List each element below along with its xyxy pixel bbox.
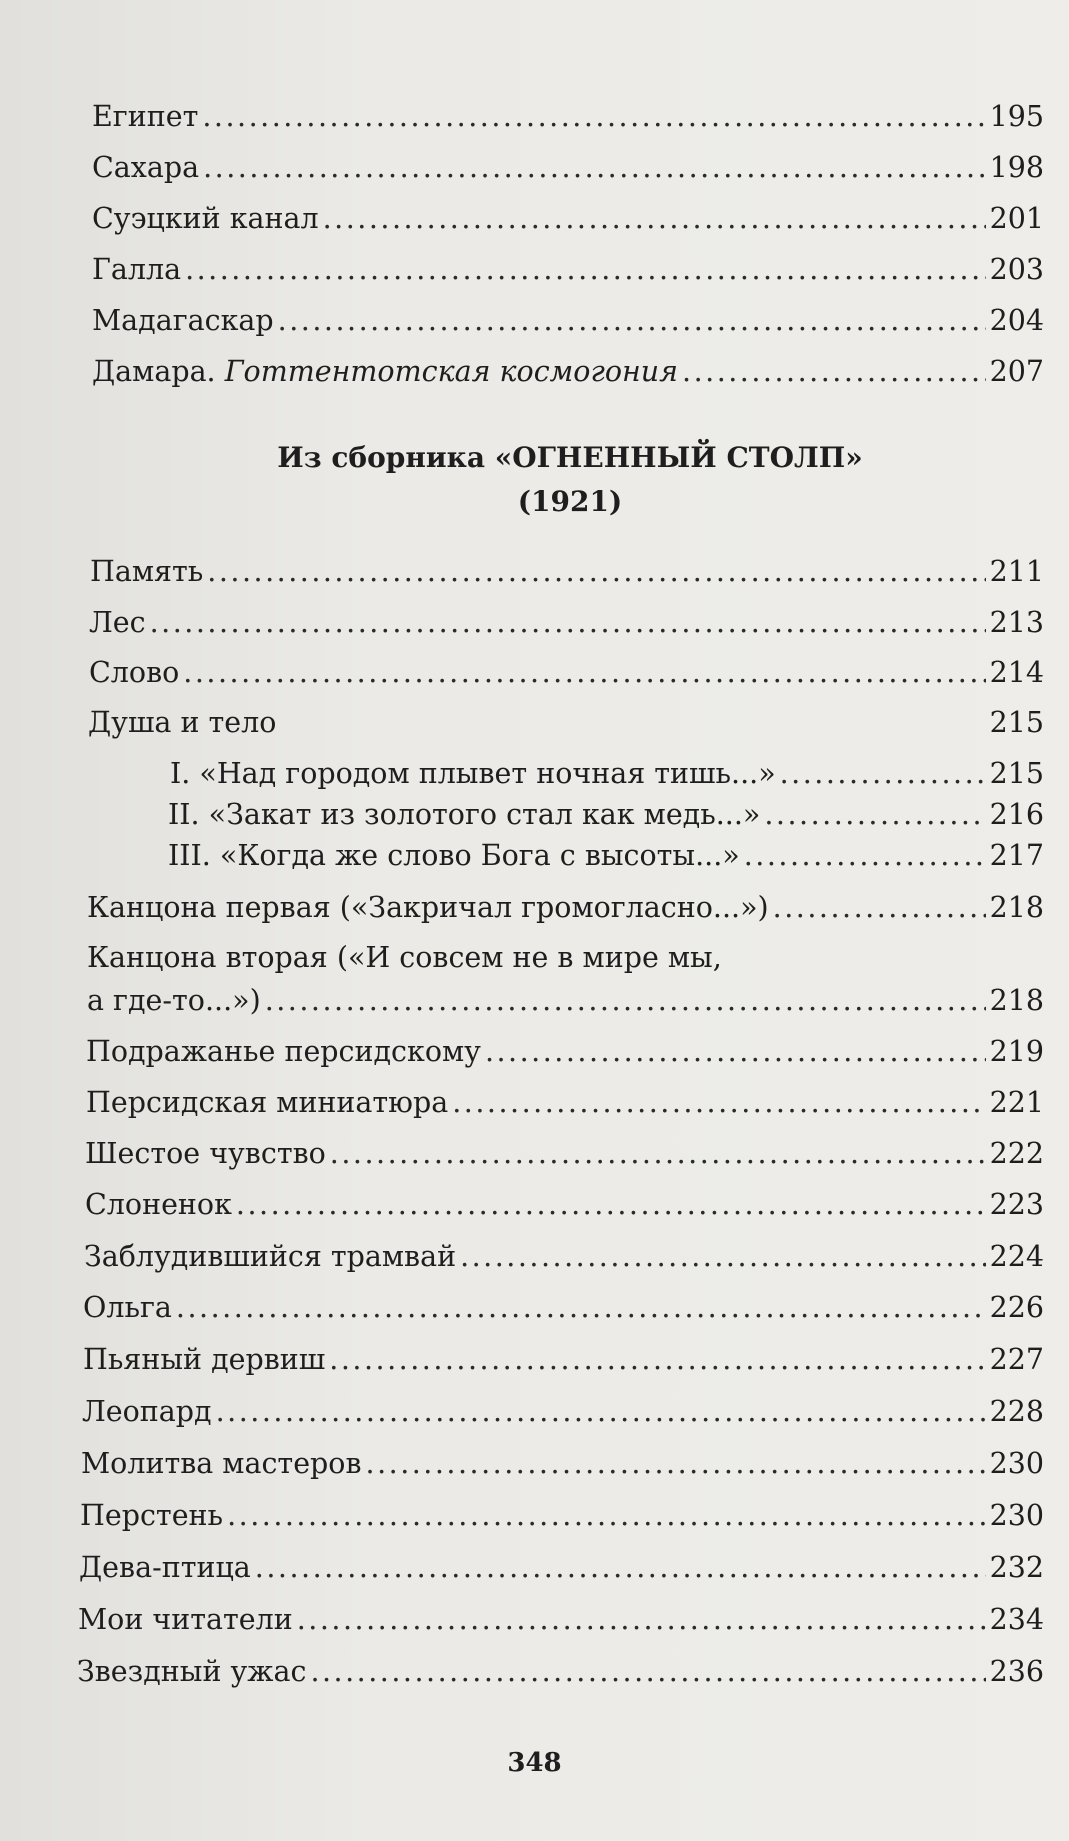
entry-page-number: 228 <box>989 1395 1044 1428</box>
toc-entry <box>92 203 1044 234</box>
leader-dots <box>329 1344 985 1375</box>
toc-entry <box>92 305 1044 336</box>
entry-title: Мои читатели <box>78 1603 293 1636</box>
entry-page-number: 230 <box>989 1447 1044 1480</box>
toc-entry <box>80 1500 1044 1531</box>
leader-dots <box>744 840 986 871</box>
section-year: (1921) <box>517 485 623 518</box>
entry-page-number: 222 <box>989 1137 1044 1170</box>
toc-entry <box>83 1292 1044 1323</box>
entry-title: Перстень <box>80 1499 224 1532</box>
leader-dots <box>773 892 986 923</box>
entry-page-number: 218 <box>989 891 1044 924</box>
entry-page-number: 217 <box>989 839 1044 872</box>
toc-entry <box>90 556 1044 587</box>
leader-dots <box>780 758 986 789</box>
entry-title: Суэцкий канал <box>92 202 319 235</box>
entry-title-continuation: а где-то...») <box>87 984 261 1017</box>
entry-page-number: 204 <box>989 304 1044 337</box>
entry-title: Сахара <box>92 151 200 184</box>
leader-dots <box>310 1656 985 1687</box>
toc-subentry <box>170 758 1044 789</box>
toc-entry <box>85 1138 1044 1169</box>
entry-title: Дева-птица <box>79 1551 251 1584</box>
entry-page-number: 226 <box>989 1291 1044 1324</box>
entry-title-main: Дамара. <box>92 355 216 388</box>
entry-title: Персидская миниатюра <box>86 1086 449 1119</box>
leader-dots <box>255 1552 986 1583</box>
entry-title: Шестое чувство <box>85 1137 326 1170</box>
leader-dots <box>764 799 985 830</box>
entry-page-number: 224 <box>989 1240 1044 1273</box>
entry-title: Канцона вторая («И совсем не в мире мы, <box>87 941 722 974</box>
toc-entry <box>85 1189 1044 1220</box>
entry-title: Память <box>90 555 204 588</box>
toc-entry <box>92 254 1044 285</box>
entry-page-number: 236 <box>989 1655 1044 1688</box>
leader-dots <box>207 556 985 587</box>
leader-dots <box>185 254 986 285</box>
leader-dots <box>366 1448 986 1479</box>
entry-title: Ольга <box>83 1291 172 1324</box>
entry-page-number: 221 <box>989 1086 1044 1119</box>
toc-entry <box>89 607 1044 638</box>
entry-title <box>92 356 678 387</box>
toc-entry <box>83 1344 1044 1375</box>
toc-entry <box>81 1448 1044 1479</box>
leader-dots <box>265 985 986 1016</box>
toc-entry <box>92 101 1044 132</box>
entry-subtitle: Готтентотская космогония <box>224 355 679 388</box>
section-title: Из сборника «ОГНЕННЫЙ СТОЛП» <box>277 441 863 474</box>
leader-dots <box>278 305 986 336</box>
toc-entry <box>78 1604 1044 1635</box>
entry-page-number: 232 <box>989 1551 1044 1584</box>
entry-title: Мадагаскар <box>92 304 274 337</box>
leader-dots <box>227 1500 986 1531</box>
toc-subentry <box>168 840 1044 871</box>
entry-page-number: 216 <box>989 798 1044 831</box>
entry-title: I. «Над городом плывет ночная тишь...» <box>170 757 776 790</box>
entry-page-number: 213 <box>989 606 1044 639</box>
entry-page-number: 198 <box>989 151 1044 184</box>
leader-dots <box>682 356 986 387</box>
toc-entry <box>87 892 1044 923</box>
entry-title: Леопард <box>82 1395 212 1428</box>
entry-page-number: 195 <box>989 100 1044 133</box>
leader-dots <box>183 657 985 688</box>
toc-entry <box>82 1396 1044 1427</box>
entry-title: Слово <box>89 656 180 689</box>
entry-title: Звездный ужас <box>77 1655 307 1688</box>
entry-page-number: 207 <box>989 355 1044 388</box>
toc-entry <box>86 1036 1044 1067</box>
leader-dots <box>330 1138 986 1169</box>
entry-title: Заблудившийся трамвай <box>84 1240 457 1273</box>
toc-entry <box>86 1087 1044 1118</box>
leader-dots <box>452 1087 985 1118</box>
entry-title: Душа и тело <box>88 706 277 739</box>
page-number: 348 <box>507 1748 562 1778</box>
entry-page-number: 223 <box>989 1188 1044 1221</box>
entry-title: Молитва мастеров <box>81 1447 362 1480</box>
entry-page-number: 230 <box>989 1499 1044 1532</box>
entry-page-number: 203 <box>989 253 1044 286</box>
entry-title: Галла <box>92 253 182 286</box>
entry-page-number: 215 <box>989 757 1044 790</box>
entry-title: Египет <box>92 100 199 133</box>
leader-dots <box>216 1396 986 1427</box>
toc-entry <box>87 985 1044 1016</box>
leader-dots <box>202 101 985 132</box>
entry-page-number: 215 <box>989 706 1044 739</box>
entry-page-number: 227 <box>989 1343 1044 1376</box>
leader-dots <box>203 152 985 183</box>
leader-dots <box>297 1604 986 1635</box>
toc-entry <box>92 152 1044 183</box>
toc-entry <box>92 356 1044 387</box>
toc-entry <box>89 657 1044 688</box>
entry-title: II. «Закат из золотого стал как медь...» <box>168 798 761 831</box>
entry-title: Подражанье персидскому <box>86 1035 481 1068</box>
entry-page-number: 201 <box>989 202 1044 235</box>
leader-dots <box>176 1292 986 1323</box>
entry-title: Пьяный дервиш <box>83 1343 326 1376</box>
entry-page-number: 234 <box>989 1603 1044 1636</box>
toc-entry <box>79 1552 1044 1583</box>
leader-dots <box>236 1189 986 1220</box>
toc-subentry <box>168 799 1044 830</box>
entry-page-number: 214 <box>989 656 1044 689</box>
entry-title: Канцона первая («Закричал громогласно...») <box>87 891 769 924</box>
entry-page-number: 211 <box>989 555 1044 588</box>
entry-title: III. «Когда же слово Бога с высоты...» <box>168 839 740 872</box>
leader-dots <box>485 1036 986 1067</box>
leader-dots <box>460 1241 986 1272</box>
toc-entry <box>84 1241 1044 1272</box>
toc-entry <box>88 707 1044 738</box>
entry-page-number: 219 <box>989 1035 1044 1068</box>
toc-entry <box>77 1656 1044 1687</box>
leader-dots <box>150 607 986 638</box>
entry-title: Слоненок <box>85 1188 232 1221</box>
entry-title: Лес <box>89 606 146 639</box>
leader-dots <box>323 203 986 234</box>
entry-page-number: 218 <box>989 984 1044 1017</box>
